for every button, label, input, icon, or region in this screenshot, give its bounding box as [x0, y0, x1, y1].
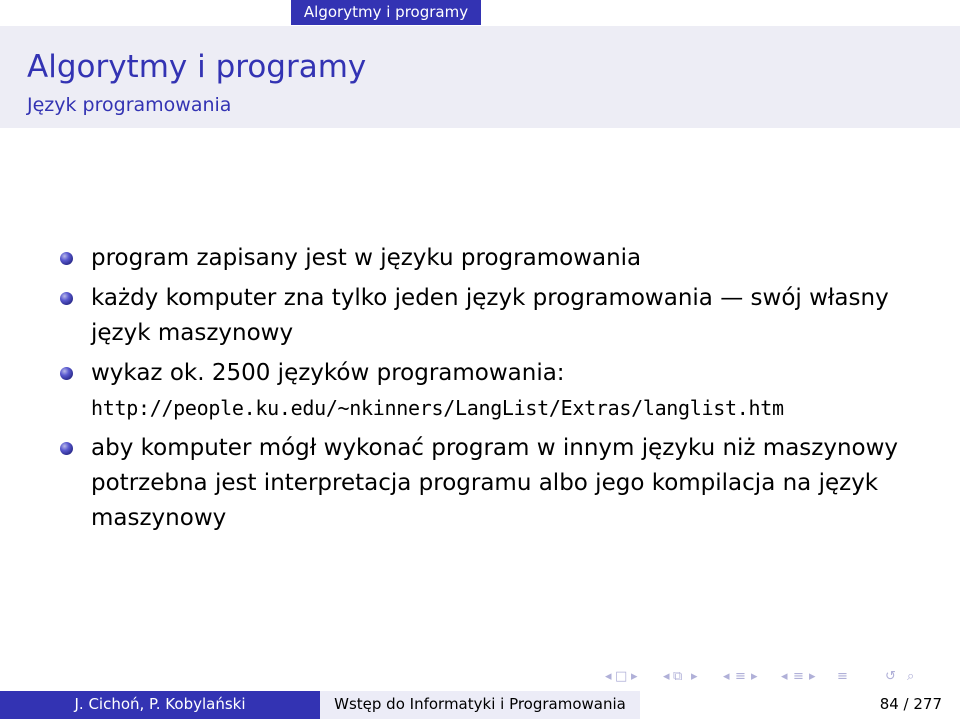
nav-doc-icon[interactable]: ≡: [793, 669, 804, 684]
nav-frame-left-icon[interactable]: ◂: [605, 669, 612, 684]
footer-authors: J. Cichoń, P. Kobylański: [0, 691, 320, 719]
list-item-text: wykaz ok. 2500 języków programowania:: [91, 360, 565, 386]
language-list-url[interactable]: http://people.ku.edu/~nkinners/LangList/Extras/langlist.htm: [91, 396, 784, 420]
nav-frame-icon[interactable]: □: [615, 669, 628, 684]
ball-bullet-icon: [60, 442, 73, 455]
ball-bullet-icon: [60, 252, 73, 265]
bullet-list: [58, 241, 938, 541]
section-title[interactable]: Algorytmy i programy: [291, 0, 481, 25]
list-item-text: program zapisany jest w języku programowania: [91, 245, 642, 271]
nav-doc-right-icon[interactable]: ▸: [809, 669, 816, 684]
list-item: [58, 356, 938, 426]
nav-search-icon[interactable]: ⌕: [907, 669, 915, 684]
list-item: [58, 281, 938, 351]
nav-section-right-icon[interactable]: ▸: [751, 669, 758, 684]
frame-subtitle: Język programowania: [27, 94, 232, 116]
footer-course-title: Wstęp do Informatyki i Programowania: [320, 691, 640, 719]
frame-title: Algorytmy i programy: [27, 49, 367, 85]
nav-subsection-icon[interactable]: ⧉: [673, 669, 683, 684]
page-number: 84 / 277: [879, 695, 942, 713]
nav-doc2-icon[interactable]: ≡: [837, 669, 848, 684]
list-item: [58, 431, 938, 536]
ball-bullet-icon: [60, 292, 73, 305]
nav-section-left-icon[interactable]: ◂: [723, 669, 730, 684]
nav-back-icon[interactable]: ↺: [885, 669, 896, 684]
ball-bullet-icon: [60, 367, 73, 380]
nav-section-icon[interactable]: ≡: [735, 669, 746, 684]
headline-bar: [0, 0, 960, 26]
nav-subsection-left-icon[interactable]: ◂: [663, 669, 670, 684]
nav-frame-right-icon[interactable]: ▸: [631, 669, 638, 684]
list-item-text: aby komputer mógł wykonać program w innym języku niż maszynowy potrzebna jest interpretacja programu albo jego kompilacja na język maszynowy: [91, 435, 899, 531]
list-item-text: każdy komputer zna tylko jeden język programowania — swój własny język maszynowy: [91, 285, 889, 346]
footline: [0, 691, 960, 719]
list-item: [58, 241, 938, 276]
nav-subsection-right-icon[interactable]: ▸: [691, 669, 698, 684]
footer-page-box: [640, 691, 960, 719]
nav-doc-left-icon[interactable]: ◂: [781, 669, 788, 684]
